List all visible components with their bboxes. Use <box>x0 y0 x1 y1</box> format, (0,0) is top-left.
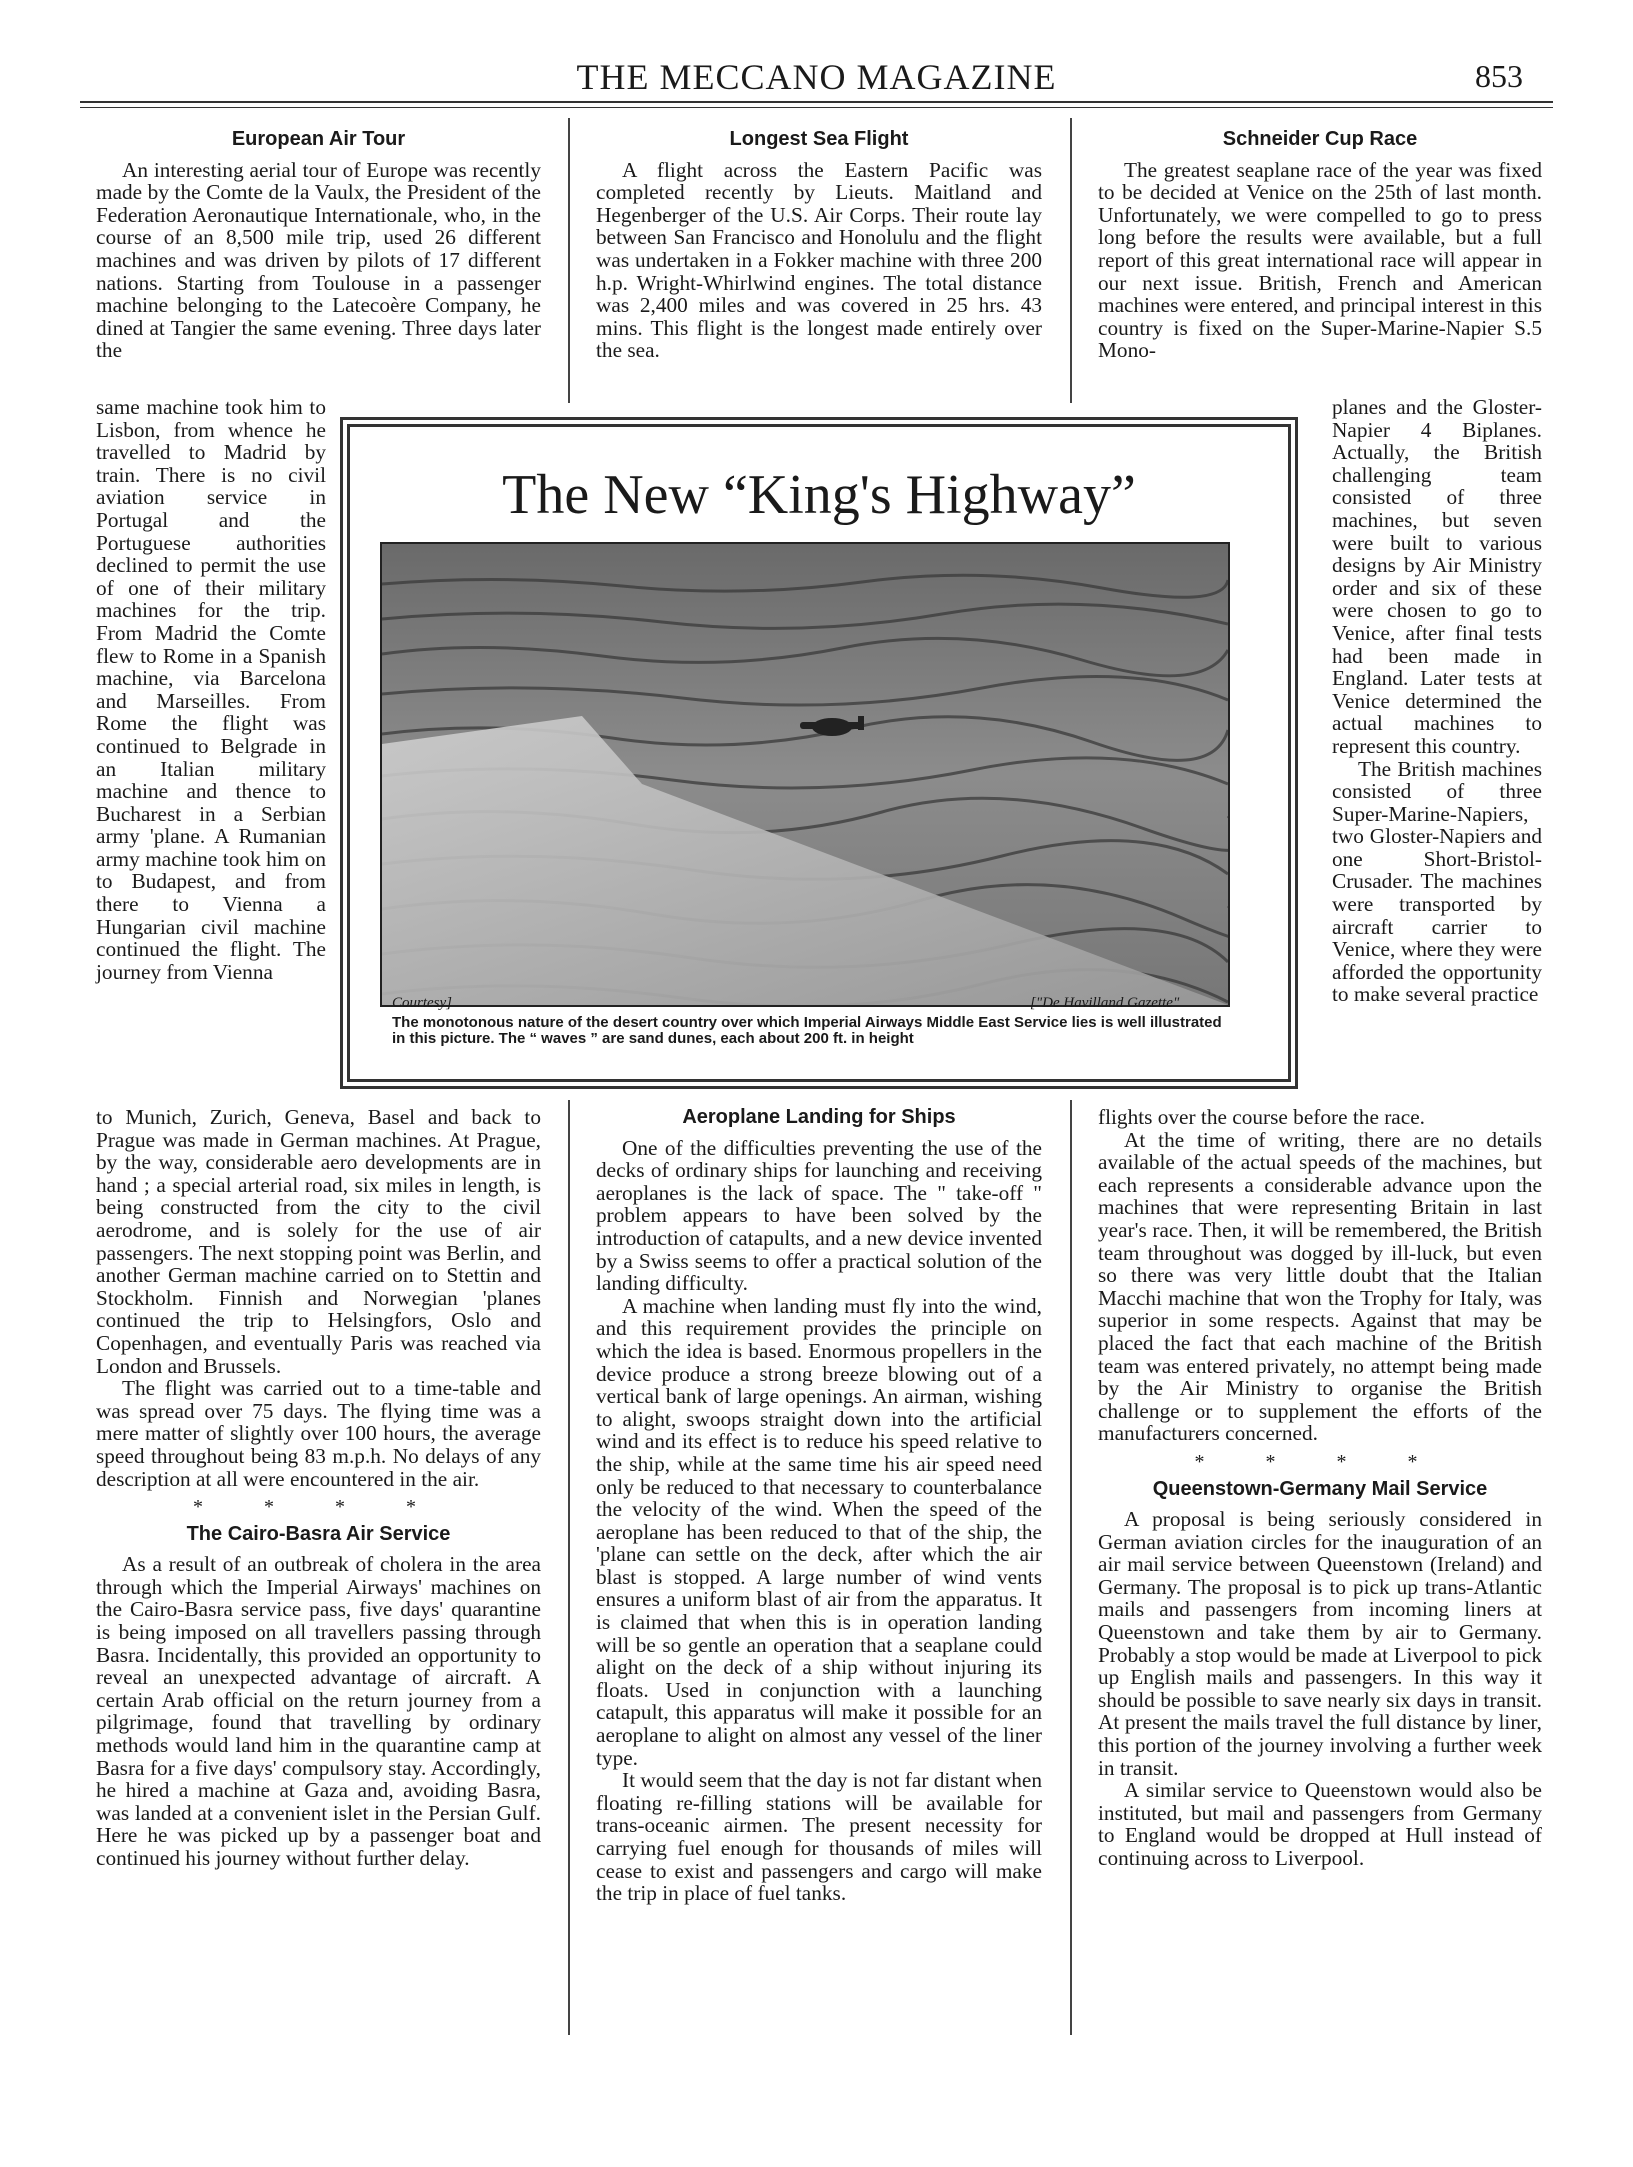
article-paragraph: The flight was carried out to a time-table and was spread over 75 days. The flying time was a mere matter of slightly over 100 hours, the average speed throughout being 83 m.p.h. No delays of any description at all were encountered in the air. <box>96 1376 541 1491</box>
section-separator: * * * * <box>193 1496 444 1519</box>
article-paragraph: The greatest seaplane race of the year was fixed to be decided at Venice on the 25th of last month. Unfortunately, we were compelled to go to press long before the results were available, but a full report of this great international race will appear in our next issue. British, French and American machines were entered, and principal interest in this country is fixed on the Super-Marine-Napier S.5 Mono- <box>1098 157 1542 363</box>
column-divider <box>568 1100 570 2035</box>
header-rule <box>80 101 1553 103</box>
column-divider <box>1070 118 1072 403</box>
article-wrapped-text <box>1332 396 1542 1006</box>
desert-photo <box>380 542 1230 1007</box>
article-heading: The Cairo-Basra Air Service <box>186 1522 451 1545</box>
feature-title: The New “King's Highway” <box>502 464 1136 526</box>
article-continued <box>96 1106 541 1870</box>
article-paragraph: to Munich, Zurich, Geneva, Basel and back to Prague was made in German machines. At Prague, by the way, considerable aero developments are in hand ; a special arterial road, six miles in length, is being constructed from the city to the civil aerodrome, and is solely for the use of air passengers. The next stopping point was Berlin, and another German machine carried on to Stettin and Stockholm. Finnish and Norwegian 'planes continued the trip to Helsingfors, Oslo and Copenhagen, and eventually Paris was reached via London and Brussels. <box>96 1105 541 1378</box>
article-continued <box>1098 1106 1542 1870</box>
article-paragraph: A proposal is being seriously considered in German aviation circles for the inauguration of an air mail service between Queenstown (Ireland) and Germany. The proposal is to pick up trans-Atlantic mails and passengers from incoming liners at Queenstown and take them by air to Germany. Probably a stop would be made at Liverpool to pick up English mails and passengers. In this way it should be possible to save nearly six days in transit. At present the mails travel the full distance by liner, this portion of the journey involving a further week in transit. <box>1098 1507 1542 1780</box>
column-divider <box>568 118 570 403</box>
article-paragraph: As a result of an outbreak of cholera in the area through which the Imperial Airways' machines on the Cairo-Basra service pass, five days' quarantine is being imposed on all travellers passing through Basra. Incidentally, this provided an opportunity to reveal an unexpected advantage of aircraft. A certain Arab official on the return journey from a pilgrimage, found that travelling by ordinary methods would land him in the quarantine camp at Basra for a five days' compulsory stay. Accordingly, he hired a machine at Gaza and, avoiding Basra, was landed at a convenient islet in the Persian Gulf. Here he was picked up by a passenger boat and continued his journey without further delay. <box>96 1552 541 1870</box>
section-separator: * * * * <box>1194 1450 1446 1473</box>
desert-dunes-image <box>382 544 1228 1005</box>
photo-credit: Courtesy] <box>392 995 452 1011</box>
article-paragraph: A flight across the Eastern Pacific was completed recently by Lieuts. Maitland and Hegenberger of the U.S. Air Corps. Their route lay between San Francisco and Honolulu and the flight was undertaken in a Fokker machine with three 200 h.p. Wright-Whirlwind engines. The total distance was 2,400 miles and was covered in 25 hrs. 43 mins. This flight is the longest made entirely over the sea. <box>596 157 1042 363</box>
article-paragraph: At the time of writing, there are no details available of the actual speeds of the machines, but each represents a considerable advance upon the machines that were representing Britain in last year's race. Then, it will be remembered, the British team throughout was dogged by ill-luck, but even so there was very little doubt that the Italian Macchi machine that won the Trophy for Italy, was superior in some respects. Against that may be placed the fact that each machine of the British team was entered privately, no attempt being made by the Air Ministry to organise the British challenge or to supplement the efforts of the manufacturers concerned. <box>1098 1127 1542 1446</box>
article-paragraph: A machine when landing must fly into the wind, and this requirement provides the principle on which the idea is based. Enormous propellers in the device produce a strong breeze blowing out of a vertical bank of large openings. An airman, wishing to alight, swoops straight down into the artificial wind and its effect is to reduce his speed relative to the ship, while at the same time his air speed need only be reduced to that necessary to counterbalance the velocity of the wind. When the speed of the aeroplane has been reduced to that of the ship, the 'plane can settle on the deck, after which the air blast is stopped. A large number of wind vents ensures a uniform blast of air from the apparatus. It is claimed that when this is in operation landing will be so gentle an operation that a seaplane could alight on the deck of a ship without injuring its floats. Used in conjunction with a launching catapult, this apparatus will make it possible for an aeroplane to alight on almost any vessel of the liner type. <box>596 1293 1042 1770</box>
page-number: 853 <box>1475 58 1523 94</box>
article-paragraph: same machine took him to Lisbon, from whence he travelled to Madrid by train. There is no civil aviation service in Portugal and the Portuguese authorities declined to permit the use of one of their military machines for the trip. From Madrid the Comte flew to Rome in a Spanish machine, via Barcelona and Marseilles. From Rome the flight was continued to Belgrade in an Italian military machine and thence to Bucharest in a Serbian army 'plane. A Rumanian army machine took him on to Budapest, and from there to Vienna a Hungarian civil machine continued the flight. The journey from Vienna <box>96 395 326 984</box>
photo-source: ["De Havilland Gazette" <box>1030 995 1180 1011</box>
article-heading: Queenstown-Germany Mail Service <box>1152 1477 1488 1500</box>
article-heading: European Air Tour <box>231 128 406 150</box>
magazine-title: THE MECCANO MAGAZINE <box>576 57 1057 97</box>
article-longest-sea-flight <box>596 128 1042 362</box>
article-paragraph: One of the difficulties preventing the use of the decks of ordinary ships for launching and receiving aeroplanes is the lack of space. The " take-off " problem appears to have been solved by the introduction of catapults, and a new device invented by a Swiss seems to offer a practical solution of the landing difficulty. <box>596 1135 1042 1296</box>
photo-caption: The monotonous nature of the desert country over which Imperial Airways Middle East Service lies is well illustrated in this picture. The “ waves ” are sand dunes, each about 200 ft. in height <box>392 1014 1222 1047</box>
article-wrapped-text <box>96 396 326 983</box>
article-heading: Aeroplane Landing for Ships <box>682 1106 956 1128</box>
article-paragraph: It would seem that the day is not far distant when floating re-filling stations will be available for trans-oceanic airmen. The present necessity for carrying fuel enough for thousands of miles will cease to exist and passengers and cargo will make the trip in place of fuel tanks. <box>596 1768 1042 1906</box>
article-heading: Schneider Cup Race <box>1222 128 1418 150</box>
article-paragraph: flights over the course before the race. <box>1098 1105 1425 1129</box>
article-european-air-tour <box>96 128 541 362</box>
article-paragraph: The British machines consisted of three Super-Marine-Napiers, two Gloster-Napiers and one Short-Bristol-Crusader. The machines were transported by aircraft carrier to Venice, where they were afforded the opportunity to make several practice <box>1332 756 1542 1007</box>
column-divider <box>1070 1100 1072 2035</box>
article-paragraph: A similar service to Queenstown would also be instituted, but mail and passengers from Germany to England would be dropped at Hull instead of continuing across to Liverpool. <box>1098 1778 1542 1870</box>
article-heading: Longest Sea Flight <box>729 128 909 150</box>
article-paragraph: planes and the Gloster-Napier 4 Biplanes. Actually, the British challenging team consisted of three machines, but seven were built to various designs by Air Ministry order and six of these were chosen to go to Venice, after final tests had been made in England. Later tests at Venice determined the actual machines to represent this country. <box>1332 395 1542 758</box>
header-rule-thin <box>80 107 1553 108</box>
feature-box <box>340 417 1298 1089</box>
article-schneider-cup <box>1098 128 1542 362</box>
article-aeroplane-landing <box>596 1106 1042 1905</box>
article-paragraph: An interesting aerial tour of Europe was recently made by the Comte de la Vaulx, the President of the Federation Aeronautique Internationale, who, in the course of an 8,500 mile trip, used 26 different machines and was driven by pilots of 17 different nations. Starting from Toulouse in a passenger machine belonging to the Latecoère Company, he dined at Tangier the same evening. Three days later the <box>96 157 541 363</box>
